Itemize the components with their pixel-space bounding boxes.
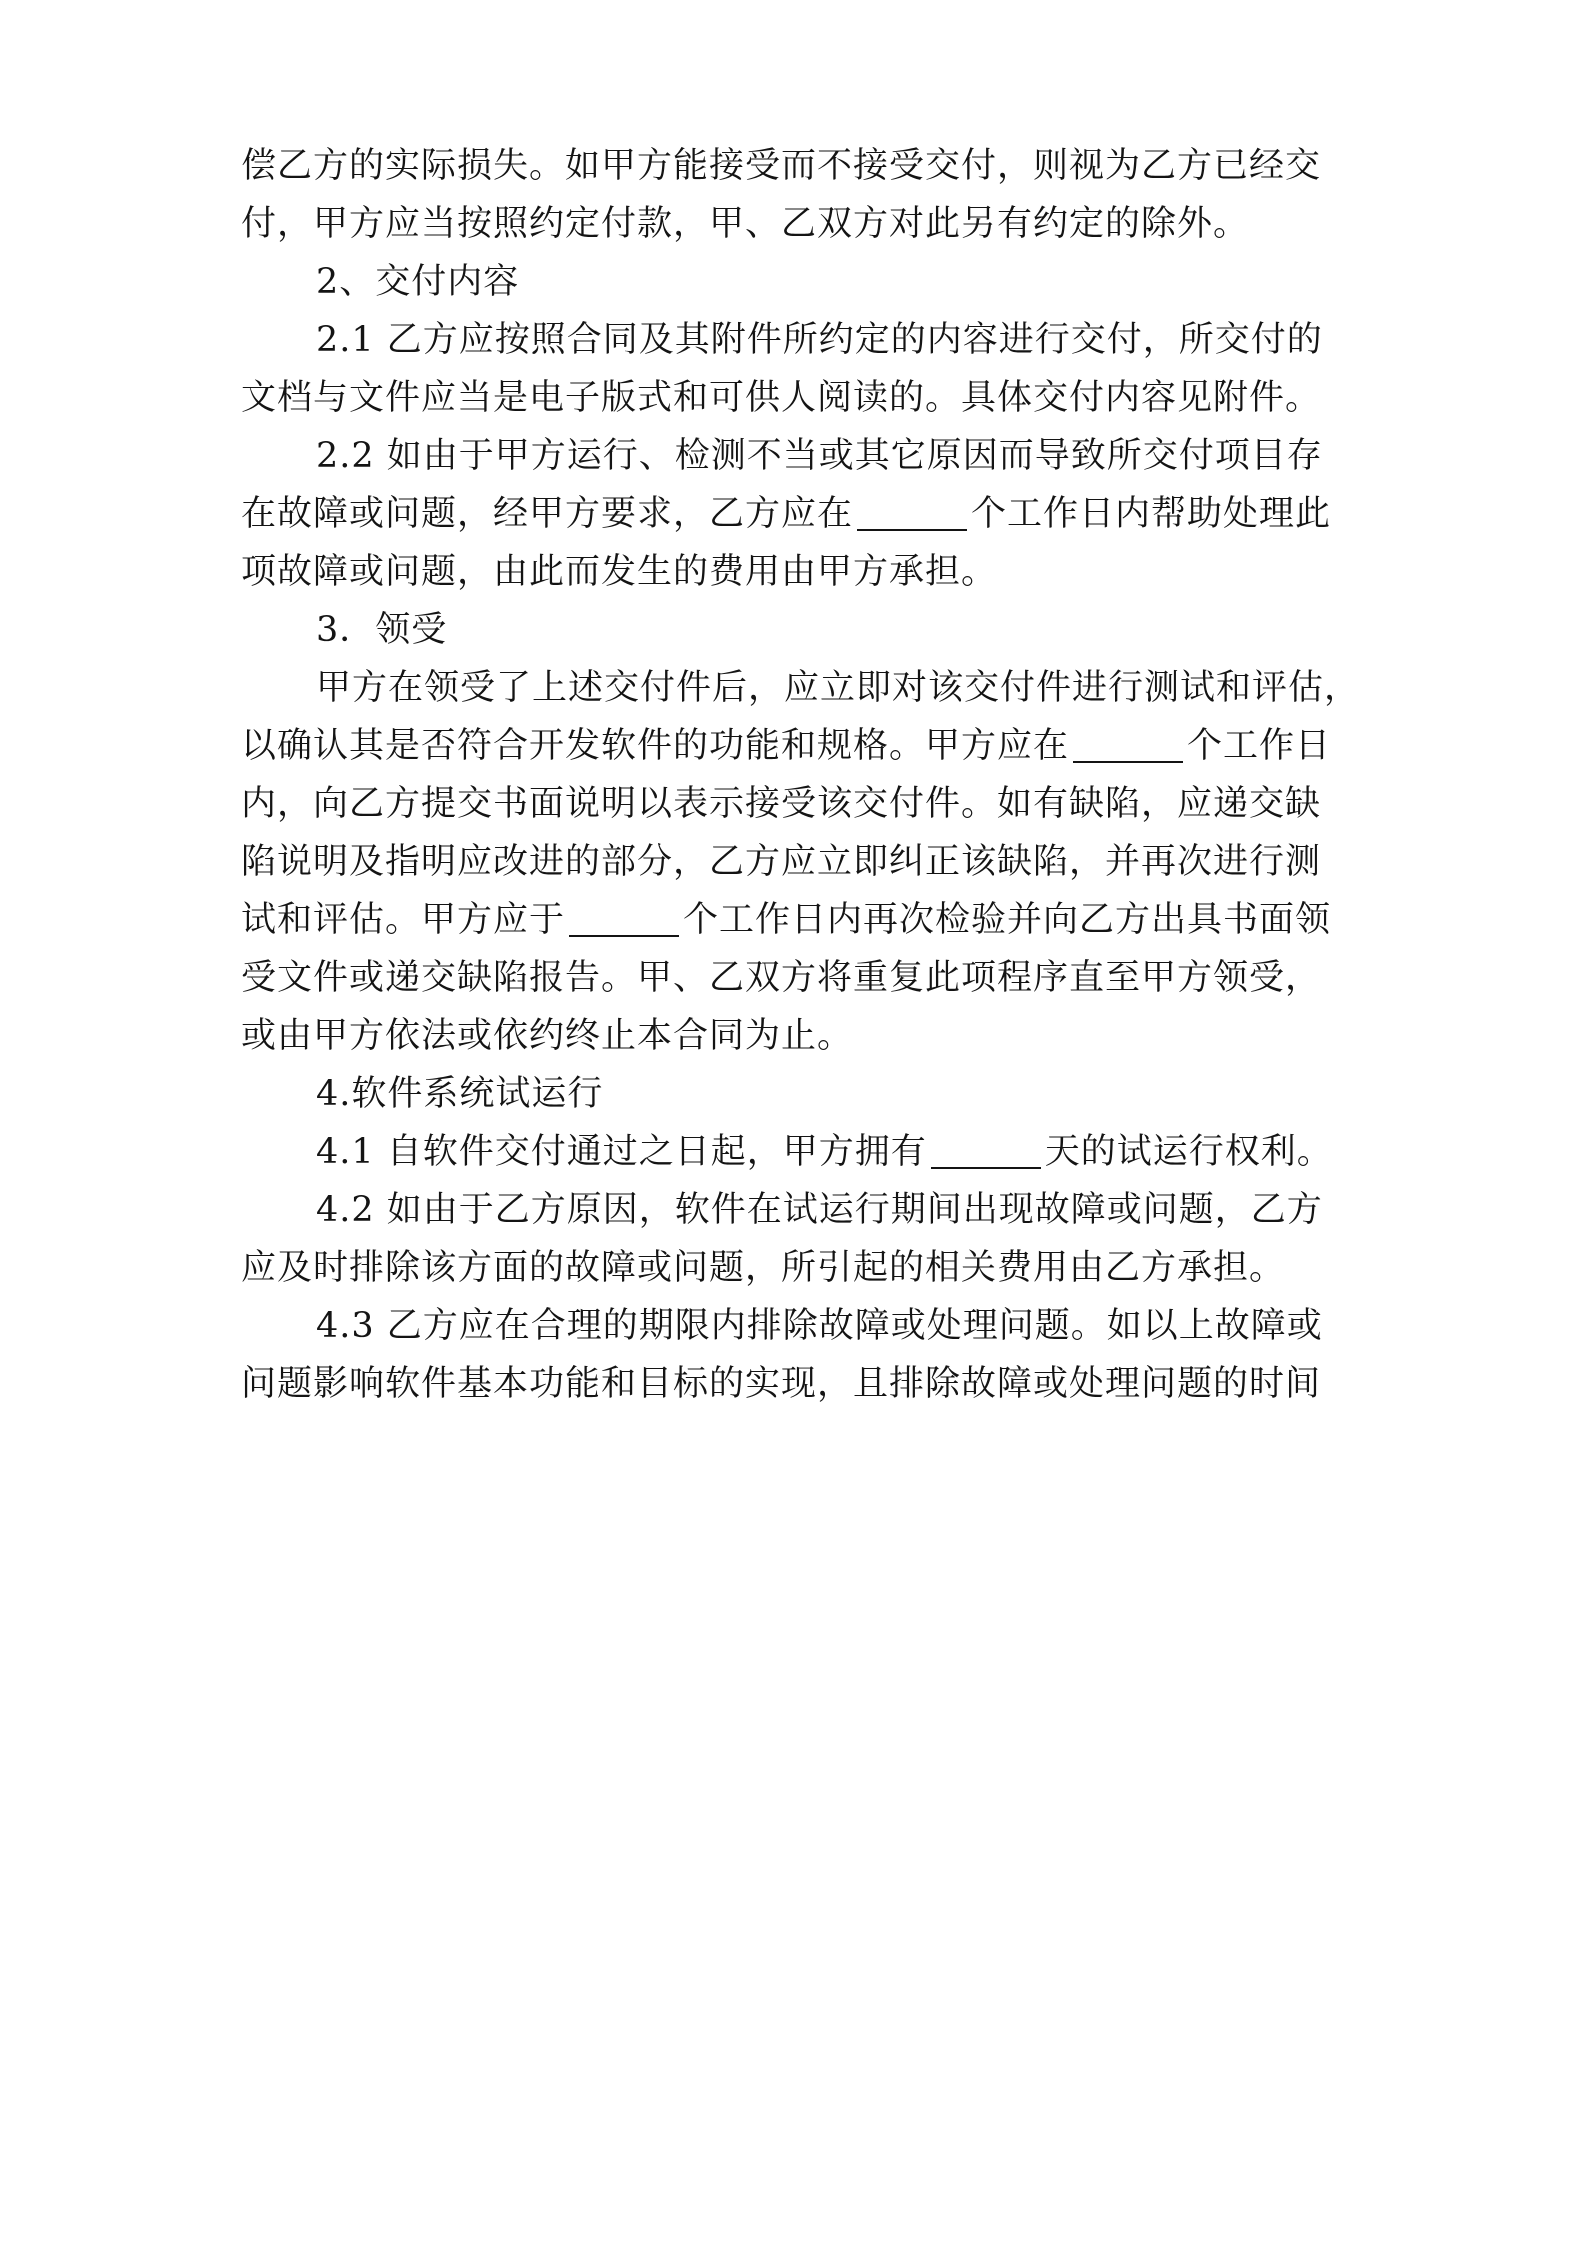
- fill-in-blank: [569, 895, 679, 937]
- section-heading: [316, 1064, 1436, 1124]
- text-line: [241, 1238, 1361, 1298]
- text-line: [316, 658, 1436, 718]
- fill-in-blank: [1073, 721, 1183, 763]
- text-line: [241, 136, 1361, 196]
- text-segment: 个工作日内再次检验并向乙方出具书面领: [683, 900, 1332, 940]
- text-segment: 陷说明及指明应改进的部分，乙方应立即纠正该缺陷，并再次进行测: [241, 842, 1322, 882]
- text-line: [316, 1122, 1436, 1182]
- text-line: [241, 832, 1361, 892]
- text-segment: 2.2 如由于甲方运行、检测不当或其它原因而导致所交付项目存: [316, 436, 1323, 476]
- text-segment: 试和评估。甲方应于: [241, 900, 566, 940]
- text-line: [316, 1296, 1436, 1356]
- text-line: [241, 890, 1361, 950]
- text-segment: 付，甲方应当按照约定付款，甲、乙双方对此另有约定的除外。: [241, 204, 1250, 244]
- text-segment: 个工作日: [1187, 726, 1332, 766]
- text-line: [241, 948, 1361, 1008]
- fill-in-blank: [931, 1127, 1041, 1169]
- text-segment: 以确认其是否符合开发软件的功能和规格。甲方应在: [241, 726, 1070, 766]
- text-segment: 3．领受: [316, 610, 448, 650]
- text-segment: 问题影响软件基本功能和目标的实现，且排除故障或处理问题的时间: [241, 1364, 1322, 1404]
- text-segment: 项故障或问题，由此而发生的费用由甲方承担。: [241, 552, 998, 592]
- text-segment: 个工作日内帮助处理此: [971, 494, 1332, 534]
- text-segment: 受文件或递交缺陷报告。甲、乙双方将重复此项程序直至甲方领受，: [241, 958, 1322, 998]
- text-line: [241, 716, 1361, 776]
- text-segment: 4.3 乙方应在合理的期限内排除故障或处理问题。如以上故障或: [316, 1306, 1323, 1346]
- text-segment: 在故障或问题，经甲方要求，乙方应在: [241, 494, 854, 534]
- text-segment: 偿乙方的实际损失。如甲方能接受而不接受交付，则视为乙方已经交: [241, 146, 1322, 186]
- text-segment: 4.软件系统试运行: [316, 1074, 604, 1114]
- text-segment: 4.1 自软件交付通过之日起，甲方拥有: [316, 1132, 927, 1172]
- text-line: [316, 1180, 1436, 1240]
- text-segment: 或由甲方依法或依约终止本合同为止。: [241, 1016, 854, 1056]
- text-line: [241, 368, 1361, 428]
- text-line: [241, 484, 1361, 544]
- text-line: [241, 1354, 1361, 1414]
- section-heading: [316, 252, 1436, 312]
- text-segment: 2.1 乙方应按照合同及其附件所约定的内容进行交付，所交付的: [316, 320, 1323, 360]
- text-segment: 2、交付内容: [316, 262, 520, 302]
- text-line: [241, 774, 1361, 834]
- section-heading: [316, 600, 1436, 660]
- text-segment: 文档与文件应当是电子版式和可供人阅读的。具体交付内容见附件。: [241, 378, 1322, 418]
- text-line: [241, 194, 1361, 254]
- text-line: [241, 542, 1361, 602]
- text-line: [241, 1006, 1361, 1066]
- text-line: [316, 310, 1436, 370]
- fill-in-blank: [857, 489, 967, 531]
- text-segment: 应及时排除该方面的故障或问题，所引起的相关费用由乙方承担。: [241, 1248, 1286, 1288]
- text-segment: 4.2 如由于乙方原因，软件在试运行期间出现故障或问题，乙方: [316, 1190, 1323, 1230]
- text-line: [316, 426, 1436, 486]
- text-segment: 甲方在领受了上述交付件后，应立即对该交付件进行测试和评估，: [316, 668, 1361, 708]
- text-segment: 天的试运行权利。: [1044, 1132, 1333, 1172]
- text-segment: 内，向乙方提交书面说明以表示接受该交付件。如有缺陷，应递交缺: [241, 784, 1322, 824]
